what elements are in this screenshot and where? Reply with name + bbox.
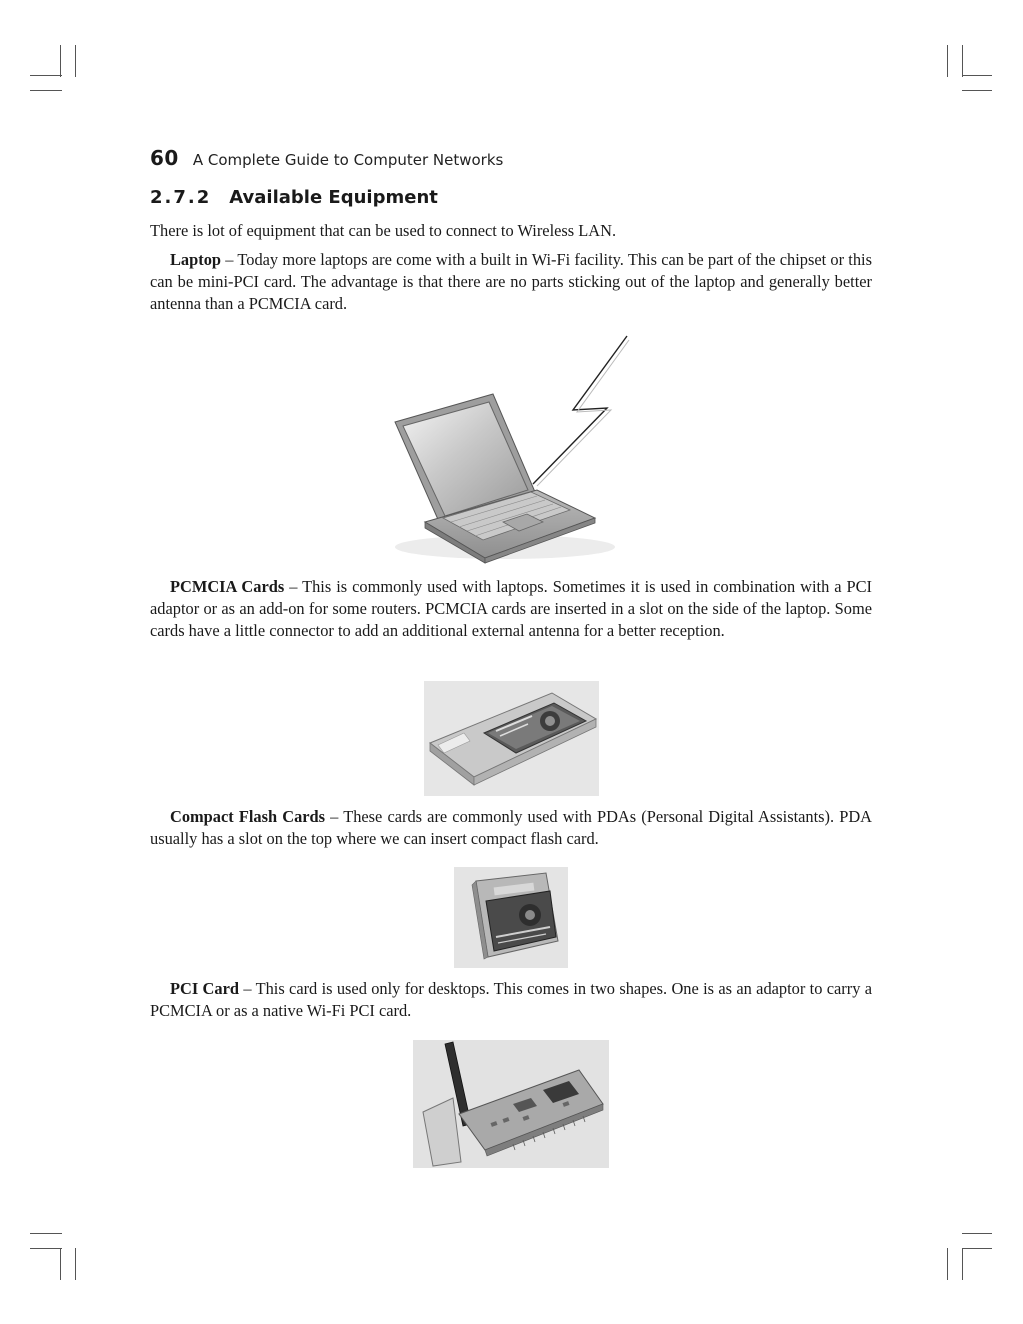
crop-mark [947,45,948,77]
compact-flash-photo [454,867,568,968]
compact-flash-figure [454,867,568,968]
crop-mark [962,45,963,77]
crop-mark [962,75,992,76]
crop-mark [30,75,62,76]
section-heading [150,187,438,208]
crop-mark [30,1248,62,1249]
section-number: 2.7.2 [150,187,212,208]
laptop-illustration [385,332,635,564]
compact-flash-paragraph [150,806,872,850]
pci-card-paragraph [150,978,872,1022]
pcmcia-card-photo [424,681,599,796]
pci-card-figure [413,1040,609,1168]
compact-flash-description: – These cards are commonly used with PDAs (Personal Digital Assistants). PDA usually has a slot on the top where we can insert compact flash card. [150,807,873,848]
book-title: A Complete Guide to Computer Networks [192,151,504,169]
laptop-paragraph [150,249,872,315]
pcmcia-card-figure [424,681,599,796]
crop-mark [947,1248,948,1280]
pcmcia-description: – This is commonly used with laptops. Sometimes it is used in combination with a PCI adaptor or as an add-on for some routers. PCMCIA cards are inserted in a slot on the side of the laptop. Some cards have a little connector to add an additional external antenna for a better reception. [150,577,872,640]
crop-mark [75,1248,76,1280]
crop-mark [60,45,61,77]
laptop-figure [385,332,635,564]
crop-mark [962,90,992,91]
term-pci-card: PCI Card [170,979,239,998]
intro-paragraph: There is lot of equipment that can be used to connect to Wireless LAN. [150,221,617,240]
pcmcia-paragraph [150,576,872,642]
pci-card-description: – This card is used only for desktops. This comes in two shapes. One is as an adaptor to carry a PCMCIA or as a native Wi-Fi PCI card. [150,979,873,1020]
page-number: 60 [150,146,179,170]
crop-mark [962,1233,992,1234]
crop-mark [60,1248,61,1280]
pci-card-photo [413,1040,609,1168]
crop-mark [75,45,76,77]
laptop-description: – Today more laptops are come with a built in Wi-Fi facility. This can be part of the chipset or this can be mini-PCI card. The advantage is that there are no parts sticking out of the laptop and generally better antenna than a PCMCIA card. [150,250,872,313]
running-header [150,146,503,170]
term-laptop: Laptop [170,250,222,269]
term-pcmcia: PCMCIA Cards [170,577,285,596]
crop-mark [30,1233,62,1234]
term-compact-flash: Compact Flash Cards [170,807,326,826]
section-title: Available Equipment [229,187,438,208]
crop-mark [962,1248,963,1280]
crop-mark [30,90,62,91]
crop-mark [962,1248,992,1249]
